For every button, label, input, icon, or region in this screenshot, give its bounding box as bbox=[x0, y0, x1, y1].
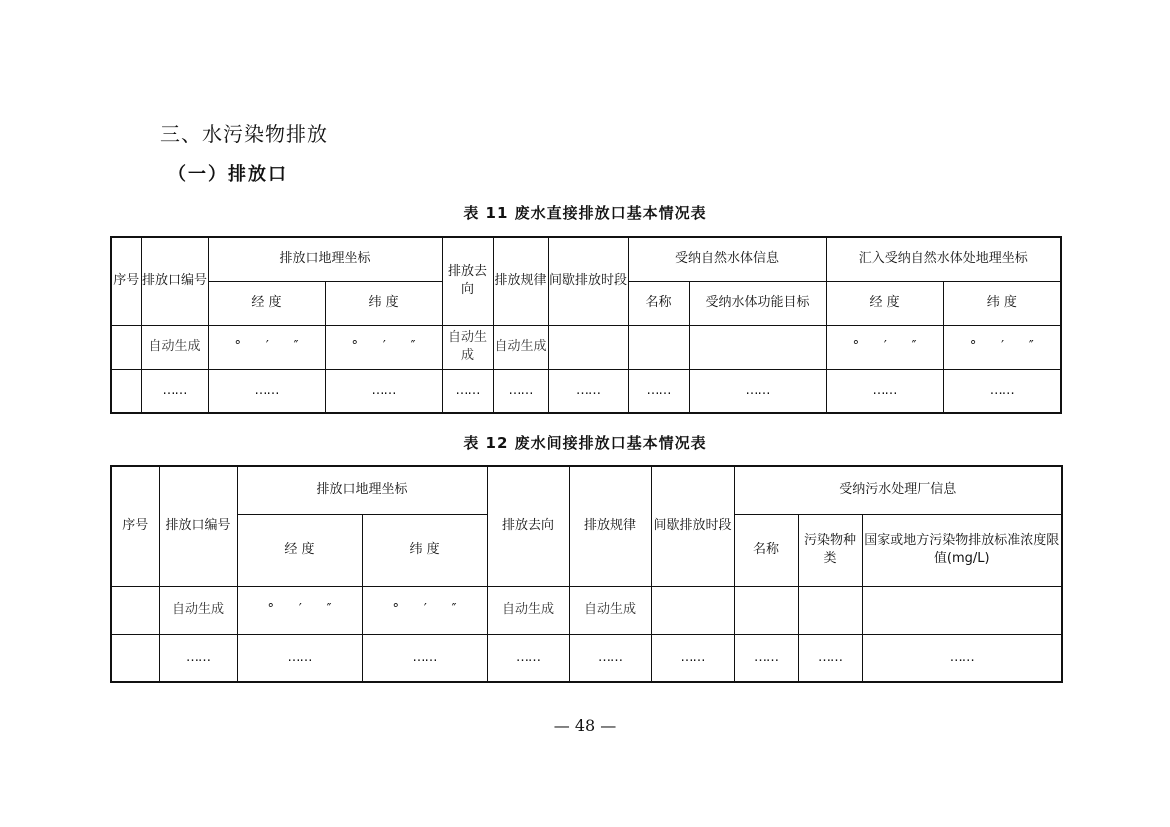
t12-r2-id[interactable]: …… bbox=[159, 634, 237, 682]
t11-r1-id[interactable]: 自动生成 bbox=[141, 325, 208, 369]
t11-header-lon: 经 度 bbox=[208, 281, 325, 325]
t11-r1-seq[interactable] bbox=[111, 325, 141, 369]
t11-r2-lat[interactable]: …… bbox=[325, 369, 442, 413]
t11-r1-direction[interactable]: 自动生成 bbox=[442, 325, 493, 369]
t11-header-direction: 排放去向 bbox=[442, 237, 493, 325]
t11-header-name: 名称 bbox=[628, 281, 689, 325]
table11-header-row bbox=[111, 237, 1061, 281]
t12-r2-lat[interactable]: …… bbox=[362, 634, 487, 682]
t11-r1-interval[interactable] bbox=[548, 325, 628, 369]
table12-header-row bbox=[111, 466, 1062, 514]
subsection-heading: （一）排放口 bbox=[168, 164, 288, 185]
t12-r1-direction[interactable]: 自动生成 bbox=[487, 586, 569, 634]
section-heading: 三、水污染物排放 bbox=[160, 122, 328, 146]
t11-header-lat2: 纬 度 bbox=[943, 281, 1061, 325]
t12-header-pollutant: 污染物种类 bbox=[798, 514, 862, 586]
t11-r1-lon2[interactable]: ° ′ ″ bbox=[826, 325, 943, 369]
t12-r1-name[interactable] bbox=[734, 586, 798, 634]
t12-header-rule: 排放规律 bbox=[569, 466, 651, 586]
t12-header-geo: 排放口地理坐标 bbox=[237, 466, 487, 514]
t11-r1-rule[interactable]: 自动生成 bbox=[493, 325, 548, 369]
table12-caption: 表 12 废水间接排放口基本情况表 bbox=[463, 434, 707, 452]
t12-r1-rule[interactable]: 自动生成 bbox=[569, 586, 651, 634]
t12-r2-lon[interactable]: …… bbox=[237, 634, 362, 682]
t12-r2-pollutant[interactable]: …… bbox=[798, 634, 862, 682]
table11-caption: 表 11 废水直接排放口基本情况表 bbox=[463, 204, 707, 222]
t12-header-lon: 经 度 bbox=[237, 514, 362, 586]
t12-header-interval: 间歇排放时段 bbox=[651, 466, 734, 586]
t11-r1-lat[interactable]: ° ′ ″ bbox=[325, 325, 442, 369]
t12-r2-direction[interactable]: …… bbox=[487, 634, 569, 682]
t11-r2-name[interactable]: …… bbox=[628, 369, 689, 413]
t11-header-geo: 排放口地理坐标 bbox=[208, 237, 442, 281]
t12-r2-seq[interactable] bbox=[111, 634, 159, 682]
t12-r1-limit[interactable] bbox=[862, 586, 1062, 634]
t12-header-id: 排放口编号 bbox=[159, 466, 237, 586]
t11-r1-name[interactable] bbox=[628, 325, 689, 369]
t12-r1-pollutant[interactable] bbox=[798, 586, 862, 634]
t11-r1-lat2[interactable]: ° ′ ″ bbox=[943, 325, 1061, 369]
table-row bbox=[111, 634, 1062, 682]
t11-header-interval: 间歇排放时段 bbox=[548, 237, 628, 325]
t12-header-lat: 纬 度 bbox=[362, 514, 487, 586]
t11-r2-func[interactable]: …… bbox=[689, 369, 826, 413]
page-number: — 48 — bbox=[553, 716, 617, 735]
t11-header-lat: 纬 度 bbox=[325, 281, 442, 325]
t12-header-limit: 国家或地方污染物排放标准浓度限值(mg/L) bbox=[862, 514, 1062, 586]
table-row bbox=[111, 586, 1062, 634]
table-row bbox=[111, 369, 1061, 413]
t12-r2-interval[interactable]: …… bbox=[651, 634, 734, 682]
t11-header-seq: 序号 bbox=[111, 237, 141, 325]
t11-r2-direction[interactable]: …… bbox=[442, 369, 493, 413]
table11 bbox=[110, 236, 1062, 414]
t11-r2-lon2[interactable]: …… bbox=[826, 369, 943, 413]
t11-r2-seq[interactable] bbox=[111, 369, 141, 413]
t12-r1-id[interactable]: 自动生成 bbox=[159, 586, 237, 634]
t12-r1-seq[interactable] bbox=[111, 586, 159, 634]
table12 bbox=[110, 465, 1063, 683]
t12-r1-interval[interactable] bbox=[651, 586, 734, 634]
t11-header-id: 排放口编号 bbox=[141, 237, 208, 325]
t11-header-func: 受纳水体功能目标 bbox=[689, 281, 826, 325]
t12-r2-limit[interactable]: …… bbox=[862, 634, 1062, 682]
t11-header-lon2: 经 度 bbox=[826, 281, 943, 325]
t12-r2-name[interactable]: …… bbox=[734, 634, 798, 682]
t11-r2-id[interactable]: …… bbox=[141, 369, 208, 413]
t12-header-plant: 受纳污水处理厂信息 bbox=[734, 466, 1062, 514]
t11-r2-rule[interactable]: …… bbox=[493, 369, 548, 413]
t12-r1-lon[interactable]: ° ′ ″ bbox=[237, 586, 362, 634]
t12-header-seq: 序号 bbox=[111, 466, 159, 586]
t11-r2-lon[interactable]: …… bbox=[208, 369, 325, 413]
t12-header-direction: 排放去向 bbox=[487, 466, 569, 586]
t11-header-water: 受纳自然水体信息 bbox=[628, 237, 826, 281]
t11-header-rule: 排放规律 bbox=[493, 237, 548, 325]
t12-r2-rule[interactable]: …… bbox=[569, 634, 651, 682]
t12-header-name: 名称 bbox=[734, 514, 798, 586]
t11-r2-interval[interactable]: …… bbox=[548, 369, 628, 413]
t11-header-inlet: 汇入受纳自然水体处地理坐标 bbox=[826, 237, 1061, 281]
t12-r1-lat[interactable]: ° ′ ″ bbox=[362, 586, 487, 634]
t11-r1-lon[interactable]: ° ′ ″ bbox=[208, 325, 325, 369]
t11-r2-lat2[interactable]: …… bbox=[943, 369, 1061, 413]
t11-r1-func[interactable] bbox=[689, 325, 826, 369]
table-row bbox=[111, 325, 1061, 369]
